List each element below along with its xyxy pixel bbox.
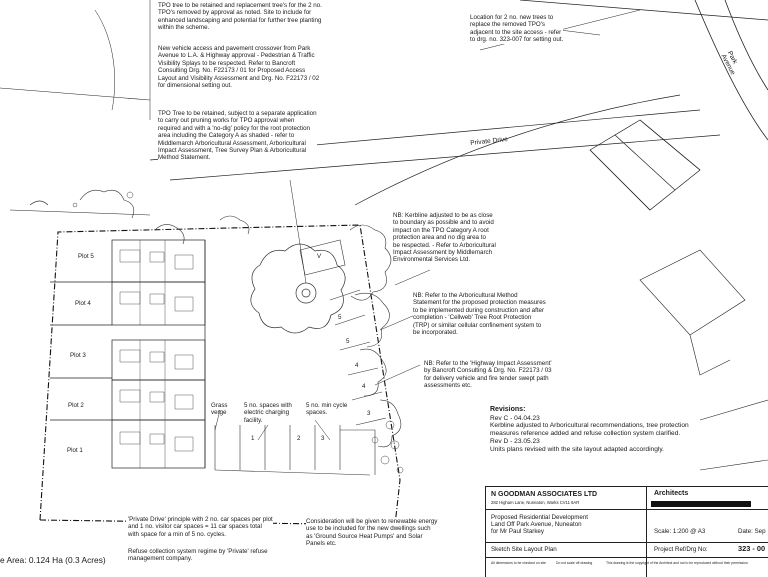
neighbour-boundary-line [10,210,150,215]
note-highway [424,360,552,390]
note-electric-spaces [244,402,292,424]
plot-3-label: Plot 3 [70,352,86,359]
note-line: to boundary as possible and to avoid [393,219,494,227]
note-line: to carry out pruning works for TPO approval when [158,117,295,125]
note-line: to be implemented during construction and after [413,306,545,314]
note-line: adjacent to the site access - refer [470,28,562,36]
note-line: enhanced landscaping and potential for further tree planting [158,16,322,24]
divider [486,509,768,510]
bay-number: 3 [367,410,371,417]
plot-1-label: Plot 1 [67,447,83,454]
ref-label: Project Ref/Drg No: [654,546,708,553]
footer-note: All dimensions to be checked on site [491,561,546,565]
note-line: within the scheme. [158,24,210,32]
title-block [485,486,768,577]
note-line: by Bancroft Consulting & Drg. No. F22173 / 03 [424,367,552,375]
firm-address: 282 Higham Lane, Nuneaton, Warks CV11 6AR [491,500,580,505]
revisions-heading: Revisions: [490,406,526,413]
small-tree-symbol [73,192,403,473]
note-method-statement [413,292,546,336]
bay-number: 3 [321,435,325,442]
note-line: Middlemarch Arboricultural Assessment, Arboricultural [158,139,306,147]
park-avenue-label: Park Avenue [719,50,739,77]
note-line: electric charging [244,409,290,417]
black-band [651,501,751,507]
note-line: required and with a 'no-dig' policy for the root protection [158,124,310,132]
parking-bays-bottom [215,425,375,475]
note-cycle-spaces [306,402,347,417]
note-line: with space for a min of 5 no. cycles. [128,530,227,538]
divider [486,542,768,543]
note-line: Layout and Visibility Assessment and Drg. No. F22173 / 02 [158,74,320,82]
revision-line: Kerbline adjusted to Arboricultural recommendations, tree protection [490,422,689,430]
dwelling-internal-layout [120,240,193,468]
note-line: for delivery vehicle and fire tender swept path [424,374,549,382]
note-line: Location for 2 no. new trees to [470,14,554,21]
note-private-drive [128,516,273,538]
note-line: Consulting Drg. No. F22173 / 01 for Proposed Access [158,67,306,75]
note-line: management company. [128,555,193,563]
revision-line: measures reference added and refuse collection system clarified. [490,430,681,438]
revisions-box [490,406,689,454]
note-vehicle-access [158,45,319,89]
note-line: spaces. [306,409,328,417]
note-line: Impact Assessment by Middlemarch [393,249,493,257]
existing-house [590,120,700,210]
firm-name: N GOODMAN ASSOCIATES LTD [491,491,598,498]
note-line: Visibility Splays to be respected. Refer to Bancroft [158,59,296,67]
note-line: Method Statement. [158,154,211,162]
note-tpo-retained [158,110,317,162]
note-line: 'Private Drive' principle with 2 no. car spaces per plot [128,516,273,523]
note-line: TPO tree to be retained and replacement tree's for the 2 no. [158,2,322,9]
plot-5-label: Plot 5 [78,253,94,260]
project-line: Proposed Residential Development [491,514,588,521]
note-line: use to be included for the new dwellings such [306,525,431,533]
note-line: verge [211,409,227,417]
note-line: impact on the TPO Category A root [393,226,489,234]
bay-number: 1 [251,435,255,442]
note-line: to drg. no. 323-007 for setting out. [470,36,564,44]
divider [486,557,768,558]
note-line: for dimensional setting out. [158,82,232,90]
note-line: TPO Tree to be retained, subject to a separate application [158,110,317,117]
note-line: Grass [211,402,228,409]
note-grass-verge [211,402,228,417]
site-area-label: e Area: 0.124 Ha (0.3 Acres) [0,555,106,565]
parking-bays-right [300,240,386,425]
note-line: Consideration will be given to renewable energy [306,518,438,525]
date-label: Date: Sep [738,528,766,535]
note-line: TPO's removed by approval as noted. Site to include for [158,9,312,17]
note-line: Environmental Services Ltd. [393,256,471,264]
bay-number: 2 [297,435,301,442]
note-line: NB: Refer to the 'Highway Impact Assessment' [424,360,552,367]
note-kerbline [393,212,496,264]
neighbour-boundary-line [0,88,150,100]
site-boundary [40,225,400,525]
note-line: completion - 'Cellweb' Tree Root Protection [413,314,532,322]
project-line: Land Off Park Avenue, Nuneaton [491,521,582,528]
drawing-number: 323 - 00 [738,544,766,553]
note-line: area including the Category A as shaded - refer to [158,132,295,140]
note-line: be respected. - Refer to Arboricultural [393,241,496,249]
note-line: NB: Kerbline adjusted to be as close [393,212,493,219]
role-label: Architects [654,490,689,497]
note-line: NB: Refer to the Arboricultural Method [413,292,518,299]
note-tpo-trees [158,2,322,32]
tpo-tree-canopy [251,244,345,333]
note-line: as 'Ground Source Heat Pumps' and Solar [306,532,423,540]
footer-note: Do not scale off drawing [556,561,593,565]
note-line: Impact Assessment, Tree Survey Plan & Arboricultural [158,147,307,155]
revision-line: Units plans revised with the site layout adapted accordingly. [490,445,664,453]
note-line: Avenue to L.A. & Highway approval - Pedestrian & Traffic [158,52,315,60]
scale-label: Scale: 1:200 @ A3 [654,528,706,535]
note-renewable [306,518,437,548]
plot-2-label: Plot 2 [68,402,84,409]
note-line: protection area and no dig area to [393,234,486,242]
bay-number: 4 [355,362,359,369]
note-line: and 1 no. visitor car spaces = 11 car spaces total [128,523,262,531]
drawing-title: Sketch Site Layout Plan [491,546,557,553]
revision-line: Rev C - 04.04.23 [490,414,540,422]
note-line: New vehicle access and pavement crossover from Park [158,45,311,52]
bay-number: V [317,253,322,260]
note-line: Refuse collection system regime by 'Private' refuse [128,548,268,555]
footer-note: This drawing is the copyright of the Architect and not to be reproduced without their permission [606,561,748,565]
note-new-trees [470,14,563,44]
private-drive-label: Private Drive [470,136,509,147]
note-line: replace the removed TPO's [470,21,546,29]
neighbour-boundary-line [95,10,115,110]
note-line: assessments etc. [424,382,472,390]
note-line: be incorporated. [413,329,458,337]
plot-4-label: Plot 4 [75,300,91,307]
note-line: 5 no. spaces with [244,402,292,409]
bay-number: 5 [346,338,350,345]
project-line: for Mr Paul Starkey [491,528,544,535]
note-refuse [128,548,268,563]
note-line: Statement for the proposed protection measures [413,299,546,307]
note-line: (TRP) or similar cellular confinement system to [413,321,542,329]
bay-number: 4 [362,383,366,390]
note-line: 5 no. min cycle [306,402,348,409]
bay-number: 5 [338,314,342,321]
note-line: facility. [244,416,263,424]
revision-line: Rev D - 23.05.23 [490,437,540,445]
note-line: Panels etc. [306,540,337,548]
